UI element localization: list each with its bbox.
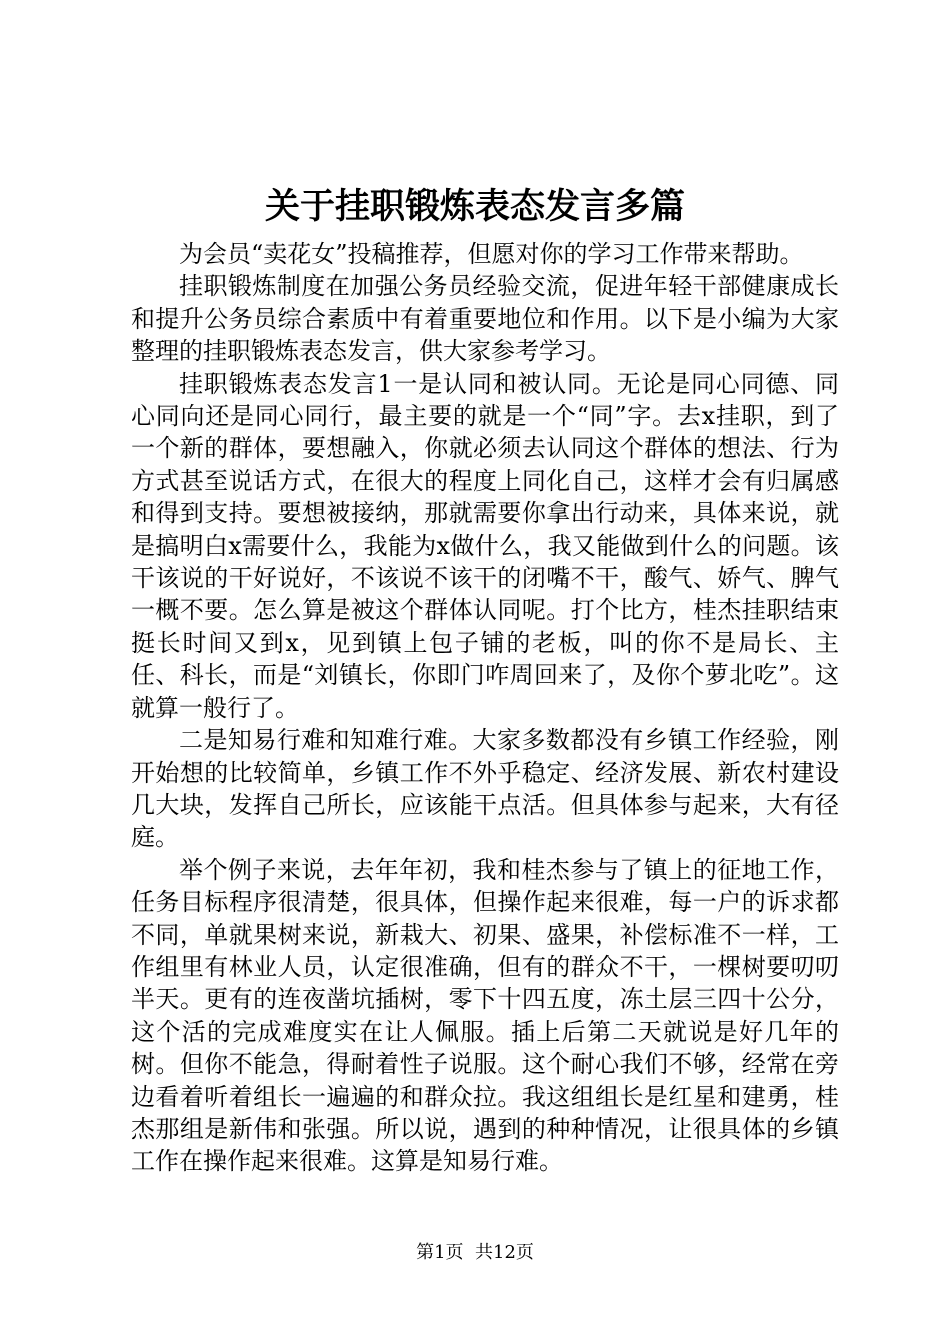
paragraph-summary: 挂职锻炼制度在加强公务员经验交流，促进年轻干部健康成长和提升公务员综合素质中有着重要地位和作用。以下是小编为大家整理的挂职锻炼表态发言，供大家参考学习。	[131, 272, 839, 366]
document-title: 关于挂职锻炼表态发言多篇	[264, 186, 685, 227]
document-body	[131, 238, 839, 1178]
paragraph-intro: 为会员“卖花女”投稿推荐，但愿对你的学习工作带来帮助。	[179, 240, 804, 268]
page-footer	[0, 1240, 950, 1266]
paragraph-speech-1: 挂职锻炼表态发言1一是认同和被认同。无论是同心同德、同心同向还是同心同行，最主要的就是一个“同”字。去x挂职，到了一个新的群体，要想融入，你就必须去认同这个群体的想法、行为方式甚至说话方式，在很大的程度上同化自己，这样才会有归属感和得到支持。要想被接纳，那就需要你拿出行动来，具体来说，就是搞明白x需要什么，我能为x做什么，我又能做到什么的问题。该干该说的干好说好，不该说不该干的闭嘴不干，酸气、娇气、脾气一概不要。怎么算是被这个群体认同呢。打个比方，桂杰挂职结束挺长时间又到x，见到镇上包子铺的老板，叫的你不是局长、主任、科长，而是“刘镇长，你即门咋周回来了，及你个萝北吃”。这就算一般行了。	[131, 369, 839, 722]
paragraph-point-2: 二是知易行难和知难行难。大家多数都没有乡镇工作经验，刚开始想的比较简单，乡镇工作不外乎稳定、经济发展、新农村建设几大块，发挥自己所长，应该能干点活。但具体参与起来，大有径庭。	[131, 726, 839, 852]
page-number: 第1页 共12页	[416, 1242, 534, 1263]
paragraph-example: 举个例子来说，去年年初，我和桂杰参与了镇上的征地工作，任务目标程序很清楚，很具体，但操作起来很难，每一户的诉求都不同，单就果树来说，新栽大、初果、盛果，补偿标准不一样，工作组里有林业人员，认定很准确，但有的群众不干，一棵树要叨叨半天。更有的连夜凿坑插树，零下十四五度，冻土层三四十公分，这个活的完成难度实在让人佩服。插上后第二天就说是好几年的树。但你不能急，得耐着性子说服。这个耐心我们不够，经常在旁边看着听着组长一遍遍的和群众拉。我这组组长是红星和建勇，桂杰那组是新伟和张强。所以说，遇到的种种情况，让很具体的乡镇工作在操作起来很难。这算是知易行难。	[131, 855, 839, 1176]
